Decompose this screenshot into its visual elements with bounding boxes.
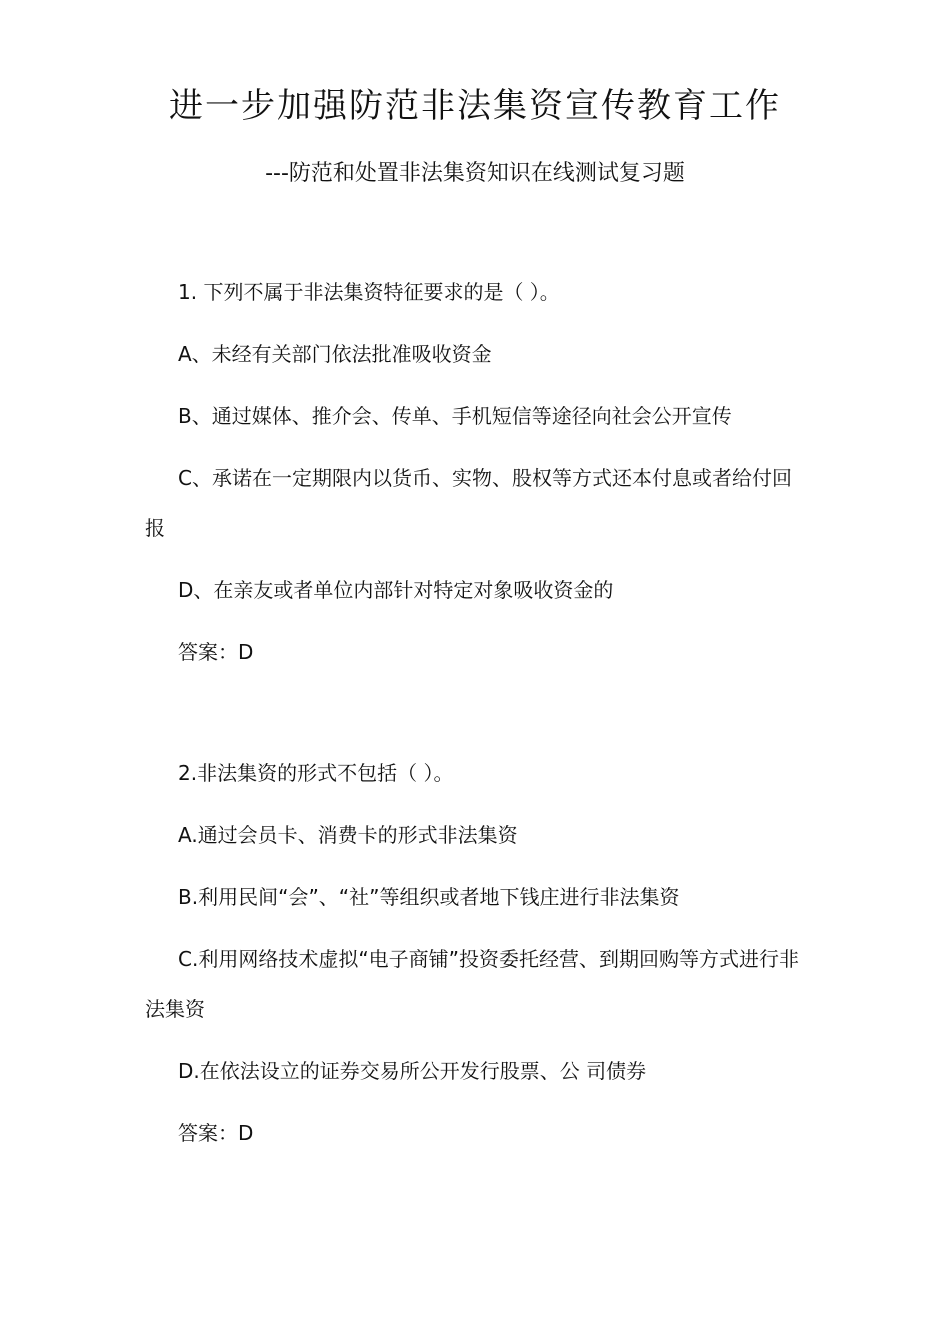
option-d: D.在依法设立的证券交易所公开发行股票、公 司债券 — [178, 1059, 647, 1083]
option-b: B、通过媒体、推介会、传单、手机短信等途径向社会公开宣传 — [178, 404, 732, 428]
option-d: D、在亲友或者单位内部针对特定对象吸收资金的 — [178, 578, 614, 602]
answer: 答案：D — [178, 640, 254, 664]
question-2 — [145, 757, 805, 1149]
option-c: C.利用网络技术虚拟“电子商铺”投资委托经营、到期回购等方式进行非法集资 — [145, 947, 800, 1021]
document-title: 进一步加强防范非法集资宣传教育工作 — [169, 86, 781, 126]
option-b: B.利用民间“会”、“社”等组织或者地下钱庄进行非法集资 — [178, 885, 680, 909]
question-1 — [145, 276, 805, 668]
question-stem: 1. 下列不属于非法集资特征要求的是（ ）。 — [178, 280, 560, 304]
option-a: A.通过会员卡、消费卡的形式非法集资 — [178, 823, 518, 847]
answer: 答案：D — [178, 1121, 254, 1145]
question-stem: 2.非法集资的形式不包括（ ）。 — [178, 761, 454, 785]
document-subtitle: ---防范和处置非法集资知识在线测试复习题 — [265, 161, 685, 186]
option-a: A、未经有关部门依法批准吸收资金 — [178, 342, 492, 366]
option-c: C、承诺在一定期限内以货币、实物、股权等方式还本付息或者给付回报 — [145, 466, 792, 540]
